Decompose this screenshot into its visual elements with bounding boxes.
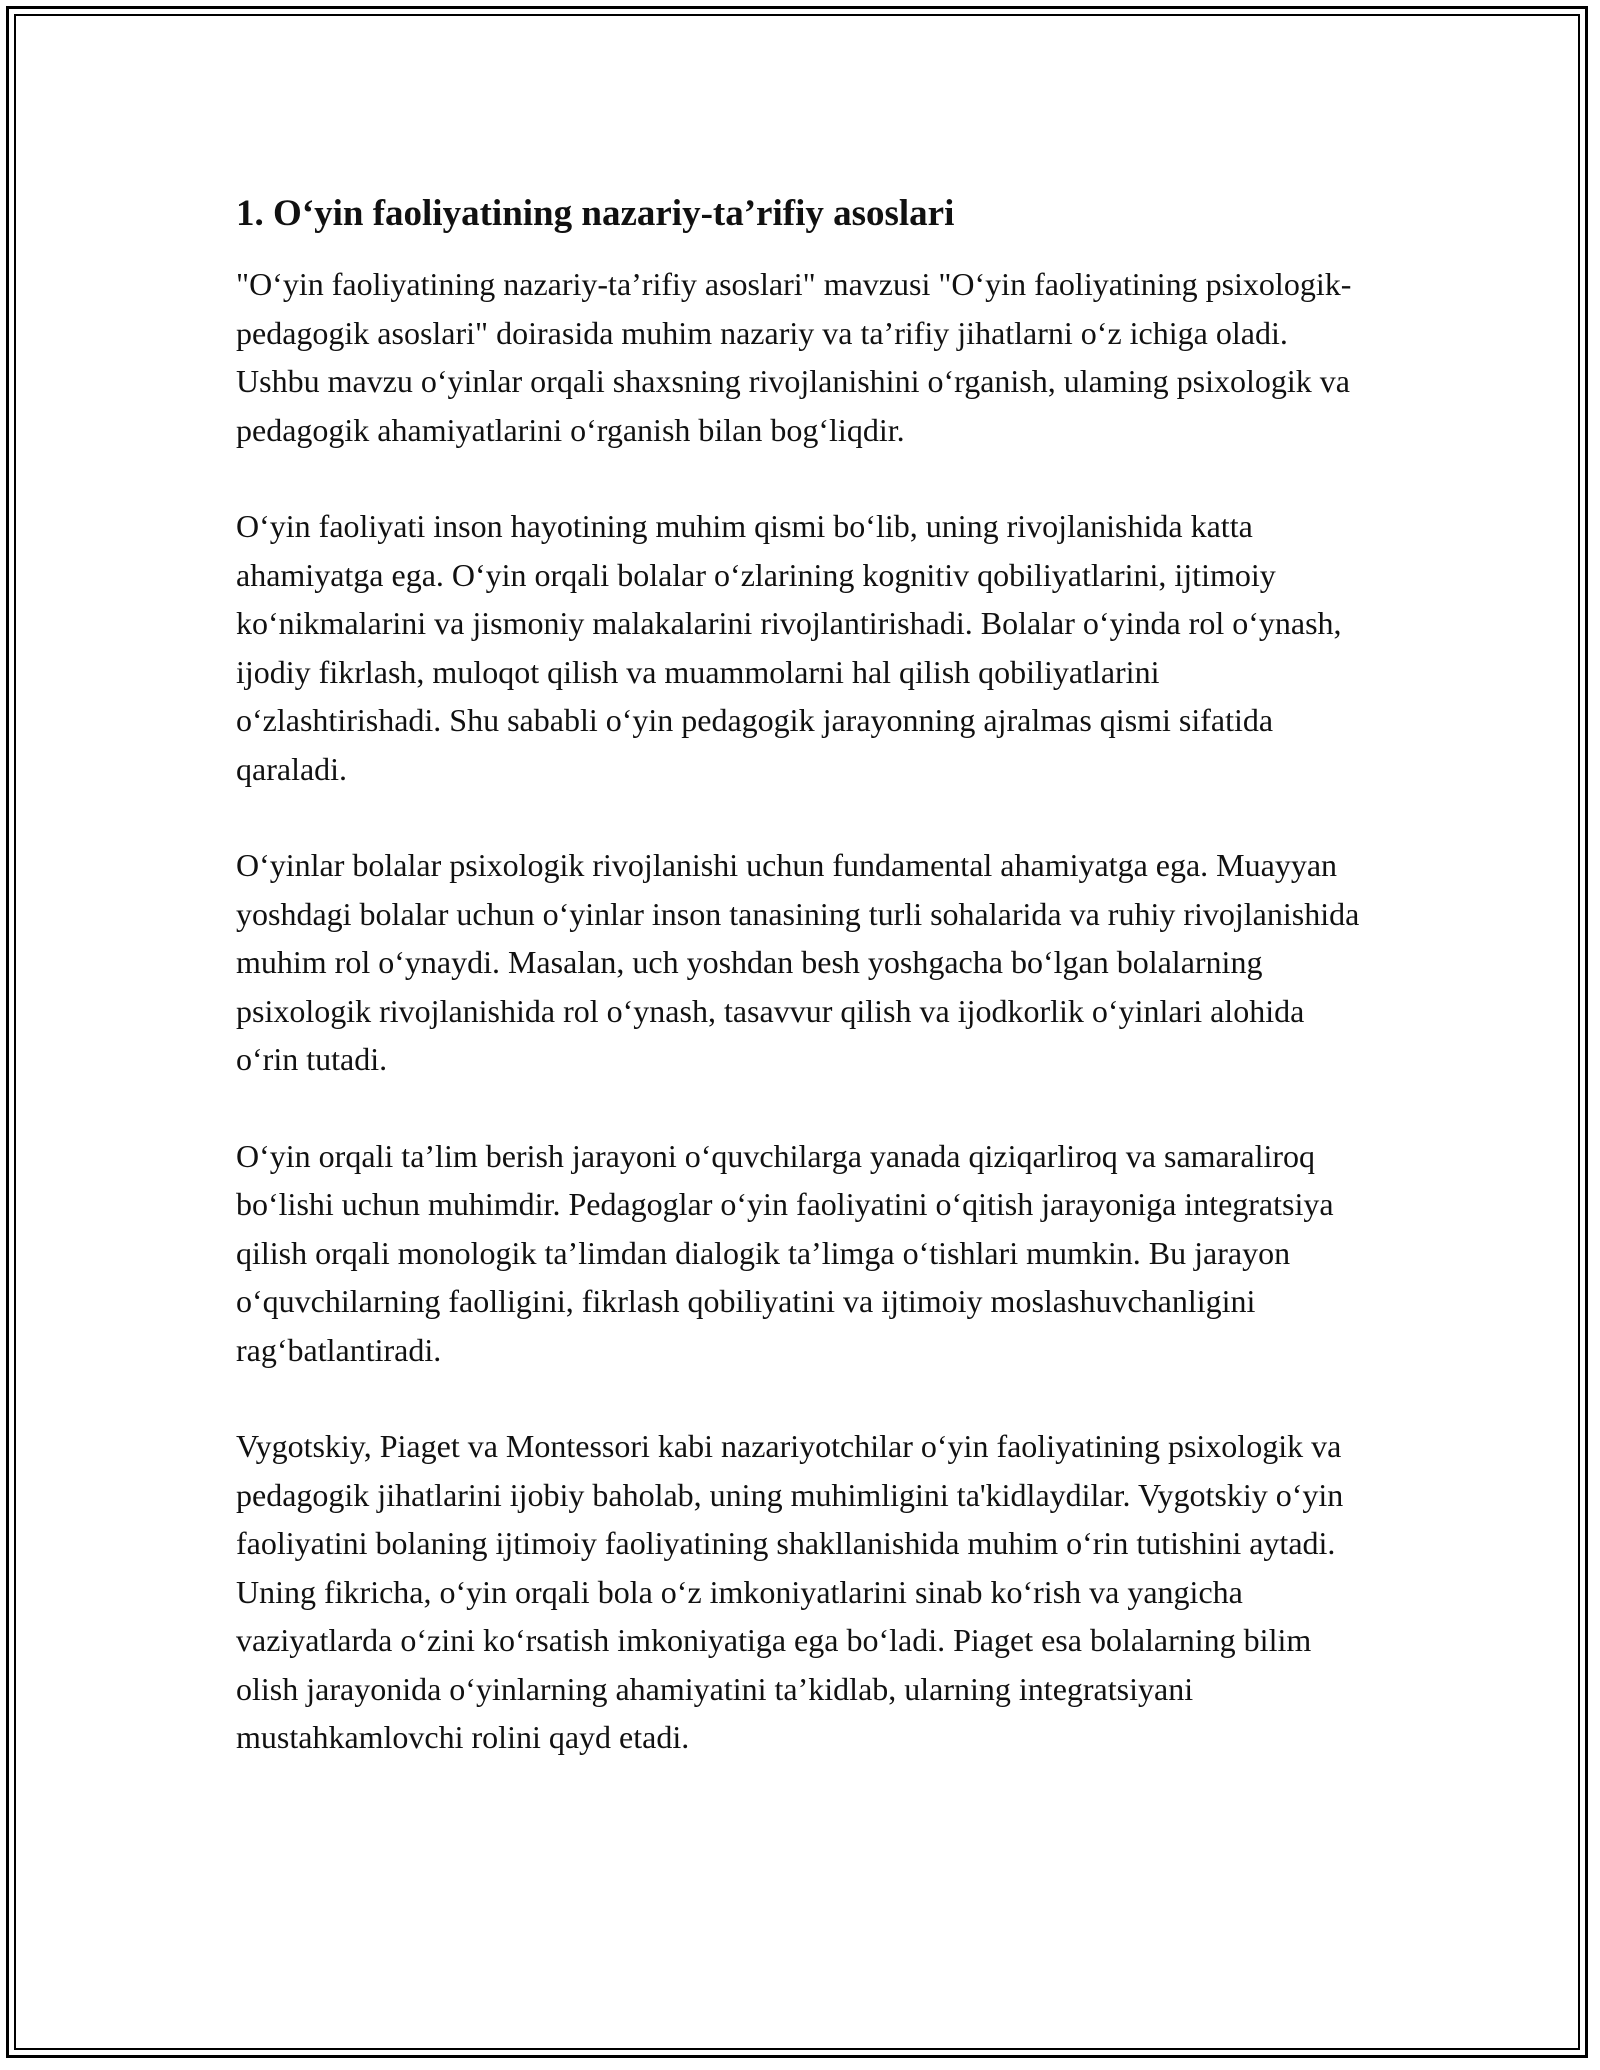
paragraph-1: "O‘yin faoliyatining nazariy-ta’rifiy asoslari" mavzusi "O‘yin faoliyatining psixologik-pedagogik asoslari" doirasida muhim nazariy va ta’rifiy jihatlarni o‘z ichiga oladi. Ushbu mavzu o‘yinlar orqali shaxsning rivojlanishini o‘rganish, ulaming psixologik va pedagogik ahamiyatlarini o‘rganish bilan bog‘liqdir. xyxy=(236,266,1352,448)
document-body xyxy=(236,186,1366,1810)
paragraph-5: Vygotskiy, Piaget va Montessori kabi nazariyotchilar o‘yin faoliyatining psixologik va pedagogik jihatlarini ijobiy baholab, uning muhimligini ta'kidlaydilar. Vygotskiy o‘yin faoliyatini bolaning ijtimoiy faoliyatining shakllanishida muhim o‘rin tutishini aytadi. Uning fikricha, o‘yin orqali bola o‘z imkoniyatlarini sinab ko‘rish va yangicha vaziyatlarda o‘zini ko‘rsatish imkoniyatiga ega bo‘ladi. Piaget esa bolalarning bilim olish jarayonida o‘yinlarning ahamiyatini ta’kidlab, ularning integratsiyani mustahkamlovchi rolini qayd etadi. xyxy=(236,1428,1344,1755)
section-heading: 1. O‘yin faoliyatining nazariy-ta’rifiy asoslari xyxy=(236,193,955,234)
paragraph-2: O‘yin faoliyati inson hayotining muhim qismi bo‘lib, uning rivojlanishida katta ahamiyatga ega. O‘yin orqali bolalar o‘zlarining kognitiv qobiliyatlarini, ijtimoiy ko‘nikmalarini va jismoniy malakalarini rivojlantirishadi. Bolalar o‘yinda rol o‘ynash, ijodiy fikrlash, muloqot qilish va muammolarni hal qilish qobiliyatlarini o‘zlashtirishadi. Shu sababli o‘yin pedagogik jarayonning ajralmas qismi sifatida qaraladi. xyxy=(236,508,1342,787)
paragraph-4: O‘yin orqali ta’lim berish jarayoni o‘quvchilarga yanada qiziqarliroq va samaraliroq bo‘lishi uchun muhimdir. Pedagoglar o‘yin faoliyatini o‘qitish jarayoniga integratsiya qilish orqali monologik ta’limdan dialogik ta’limga o‘tishlari mumkin. Bu jarayon o‘quvchilarning faolligini, fikrlash qobiliyatini va ijtimoiy moslashuvchanligini rag‘batlantiradi. xyxy=(236,1137,1334,1368)
paragraph-3: O‘yinlar bolalar psixologik rivojlanishi uchun fundamental ahamiyatga ega. Muayyan yoshdagi bolalar uchun o‘yinlar inson tanasining turli sohalarida va ruhiy rivojlanishida muhim rol o‘ynaydi. Masalan, uch yoshdan besh yoshgacha bo‘lgan bolalarning psixologik rivojlanishida rol o‘ynash, tasavvur qilish va ijodkorlik o‘yinlari alohida o‘rin tutadi. xyxy=(236,847,1360,1077)
